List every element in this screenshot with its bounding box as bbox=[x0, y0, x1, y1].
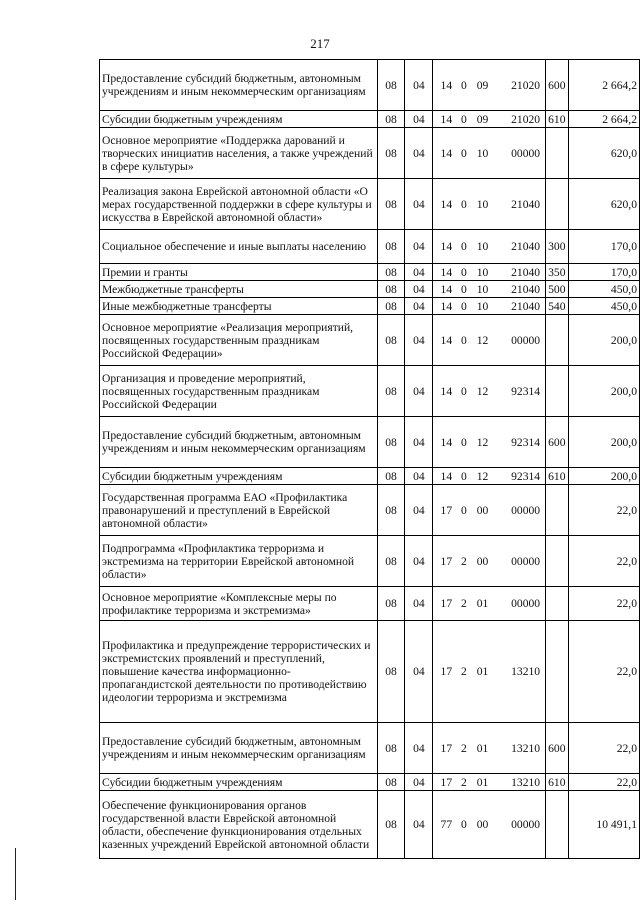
expense-type-code bbox=[546, 621, 568, 723]
amount: 200,0 bbox=[568, 468, 639, 485]
table-row bbox=[100, 536, 640, 587]
program-code: 17 bbox=[440, 554, 453, 568]
section-code: 08 bbox=[377, 128, 405, 179]
subprogram-code: 0 bbox=[461, 333, 467, 347]
amount: 22,0 bbox=[568, 723, 639, 774]
amount: 620,0 bbox=[568, 128, 639, 179]
row-name: Обеспечение функционирования органов государственной власти Еврейской автономной области, обеспечение функционирования отдельных казенных учреждений Еврейской автономной области bbox=[100, 791, 378, 859]
section-code: 08 bbox=[377, 723, 405, 774]
table-row bbox=[100, 468, 640, 485]
row-name: Социальное обеспечение и иные выплаты населению bbox=[100, 230, 378, 264]
amount: 22,0 bbox=[568, 621, 639, 723]
section-code: 08 bbox=[377, 230, 405, 264]
target-article-code bbox=[433, 264, 546, 281]
subsection-code: 04 bbox=[405, 281, 433, 298]
row-name: Субсидии бюджетным учреждениям bbox=[100, 468, 378, 485]
section-code: 08 bbox=[377, 791, 405, 859]
program-code: 14 bbox=[440, 435, 453, 449]
subsection-code: 04 bbox=[405, 774, 433, 791]
program-code: 17 bbox=[440, 597, 453, 610]
subsection-code: 04 bbox=[405, 621, 433, 723]
table-row bbox=[100, 230, 640, 264]
program-code: 14 bbox=[440, 240, 453, 253]
subsection-code: 04 bbox=[405, 111, 433, 128]
amount: 170,0 bbox=[568, 230, 639, 264]
main-activity-code: 12 bbox=[476, 435, 489, 449]
main-activity-code: 00 bbox=[476, 503, 489, 517]
amount: 22,0 bbox=[568, 536, 639, 587]
expense-type-code: 350 bbox=[546, 264, 568, 281]
row-name: Основное мероприятие «Реализация мероприятий, посвященных государственным праздникам Российской Федерации» bbox=[100, 315, 378, 366]
target-article-code bbox=[433, 791, 546, 859]
expense-type-code: 600 bbox=[546, 417, 568, 468]
target-article-code bbox=[433, 587, 546, 621]
section-code: 08 bbox=[377, 111, 405, 128]
subprogram-code: 0 bbox=[461, 240, 467, 253]
row-name: Реализация закона Еврейской автономной области «О мерах государственной поддержки в сфере культуры и искусства в Еврейской автономной области» bbox=[100, 179, 378, 230]
subsection-code: 04 bbox=[405, 791, 433, 859]
row-name: Организация и проведение мероприятий, посвященных государственным праздникам Российской Федерации bbox=[100, 366, 378, 417]
direction-code: 92314 bbox=[511, 469, 541, 483]
amount: 200,0 bbox=[568, 417, 639, 468]
amount: 170,0 bbox=[568, 264, 639, 281]
main-activity-code: 09 bbox=[476, 78, 489, 92]
program-code: 14 bbox=[440, 282, 453, 296]
target-article-code bbox=[433, 468, 546, 485]
target-article-code bbox=[433, 111, 546, 128]
subprogram-code: 0 bbox=[461, 197, 467, 211]
margin-line bbox=[15, 848, 16, 900]
row-name: Предоставление субсидий бюджетным, автономным учреждениям и иным некоммерческим организациям bbox=[100, 417, 378, 468]
main-activity-code: 09 bbox=[476, 112, 489, 126]
direction-code: 21020 bbox=[511, 112, 541, 126]
target-article-code bbox=[433, 60, 546, 111]
row-name: Иные межбюджетные трансферты bbox=[100, 298, 378, 315]
subsection-code: 04 bbox=[405, 179, 433, 230]
table-row bbox=[100, 366, 640, 417]
expense-type-code: 610 bbox=[546, 774, 568, 791]
main-activity-code: 12 bbox=[476, 333, 489, 347]
table-row bbox=[100, 281, 640, 298]
main-activity-code: 10 bbox=[476, 240, 489, 253]
target-article-code bbox=[433, 536, 546, 587]
expense-type-code: 600 bbox=[546, 723, 568, 774]
program-code: 77 bbox=[440, 818, 453, 831]
program-code: 17 bbox=[440, 741, 453, 755]
section-code: 08 bbox=[377, 264, 405, 281]
subsection-code: 04 bbox=[405, 485, 433, 536]
amount: 10 491,1 bbox=[568, 791, 639, 859]
program-code: 17 bbox=[440, 775, 453, 789]
program-code: 14 bbox=[440, 112, 453, 126]
direction-code: 92314 bbox=[511, 435, 541, 449]
subprogram-code: 0 bbox=[461, 78, 467, 92]
target-article-code bbox=[433, 366, 546, 417]
section-code: 08 bbox=[377, 315, 405, 366]
amount: 200,0 bbox=[568, 315, 639, 366]
subsection-code: 04 bbox=[405, 315, 433, 366]
target-article-code bbox=[433, 281, 546, 298]
table-row bbox=[100, 60, 640, 111]
program-code: 14 bbox=[440, 265, 453, 279]
subsection-code: 04 bbox=[405, 468, 433, 485]
amount: 450,0 bbox=[568, 298, 639, 315]
row-name: Профилактика и предупреждение террористических и экстремистских проявлений и преступлений, повышение качества информационно-пропагандистской деятельности по противодействию идеологии терроризма и экстремизма bbox=[100, 621, 378, 723]
amount: 200,0 bbox=[568, 366, 639, 417]
subprogram-code: 0 bbox=[461, 146, 467, 160]
amount: 2 664,2 bbox=[568, 60, 639, 111]
subsection-code: 04 bbox=[405, 417, 433, 468]
target-article-code bbox=[433, 621, 546, 723]
direction-code: 21020 bbox=[511, 78, 541, 92]
program-code: 17 bbox=[440, 665, 453, 678]
row-name: Предоставление субсидий бюджетным, автономным учреждениям и иным некоммерческим организациям bbox=[100, 723, 378, 774]
target-article-code bbox=[433, 179, 546, 230]
subprogram-code: 2 bbox=[461, 597, 467, 610]
main-activity-code: 00 bbox=[476, 818, 489, 831]
row-name: Межбюджетные трансферты bbox=[100, 281, 378, 298]
program-code: 14 bbox=[440, 146, 453, 160]
section-code: 08 bbox=[377, 468, 405, 485]
section-code: 08 bbox=[377, 485, 405, 536]
table-row bbox=[100, 621, 640, 723]
expense-type-code bbox=[546, 179, 568, 230]
table-row bbox=[100, 128, 640, 179]
table-row bbox=[100, 587, 640, 621]
table-row bbox=[100, 264, 640, 281]
table-row bbox=[100, 315, 640, 366]
expense-type-code bbox=[546, 485, 568, 536]
direction-code: 00000 bbox=[511, 146, 541, 160]
direction-code: 00000 bbox=[511, 818, 541, 831]
target-article-code bbox=[433, 128, 546, 179]
expense-type-code: 300 bbox=[546, 230, 568, 264]
main-activity-code: 01 bbox=[476, 597, 489, 610]
subprogram-code: 2 bbox=[461, 554, 467, 568]
amount: 450,0 bbox=[568, 281, 639, 298]
direction-code: 00000 bbox=[511, 597, 541, 610]
subprogram-code: 0 bbox=[461, 282, 467, 296]
direction-code: 13210 bbox=[511, 775, 541, 789]
main-activity-code: 01 bbox=[476, 665, 489, 678]
program-code: 14 bbox=[440, 78, 453, 92]
section-code: 08 bbox=[377, 179, 405, 230]
main-activity-code: 10 bbox=[476, 282, 489, 296]
section-code: 08 bbox=[377, 621, 405, 723]
direction-code: 00000 bbox=[511, 554, 541, 568]
table-row bbox=[100, 485, 640, 536]
expense-type-code: 610 bbox=[546, 111, 568, 128]
direction-code: 21040 bbox=[511, 282, 541, 296]
program-code: 14 bbox=[440, 197, 453, 211]
subprogram-code: 2 bbox=[461, 665, 467, 678]
main-activity-code: 01 bbox=[476, 775, 489, 789]
expense-type-code bbox=[546, 128, 568, 179]
amount: 22,0 bbox=[568, 587, 639, 621]
target-article-code bbox=[433, 417, 546, 468]
main-activity-code: 10 bbox=[476, 146, 489, 160]
target-article-code bbox=[433, 315, 546, 366]
direction-code: 21040 bbox=[511, 299, 541, 313]
direction-code: 21040 bbox=[511, 240, 541, 253]
row-name: Основное мероприятие «Поддержка дарований и творческих инициатив населения, а также учреждений в сфере культуры» bbox=[100, 128, 378, 179]
subsection-code: 04 bbox=[405, 128, 433, 179]
subsection-code: 04 bbox=[405, 230, 433, 264]
expense-type-code: 600 bbox=[546, 60, 568, 111]
subprogram-code: 0 bbox=[461, 469, 467, 483]
subsection-code: 04 bbox=[405, 60, 433, 111]
amount: 2 664,2 bbox=[568, 111, 639, 128]
direction-code: 13210 bbox=[511, 665, 541, 678]
direction-code: 00000 bbox=[511, 503, 541, 517]
row-name: Государственная программа ЕАО «Профилактика правонарушений и преступлений в Еврейской автономной области» bbox=[100, 485, 378, 536]
subsection-code: 04 bbox=[405, 298, 433, 315]
program-code: 14 bbox=[440, 299, 453, 313]
section-code: 08 bbox=[377, 587, 405, 621]
subprogram-code: 2 bbox=[461, 741, 467, 755]
table-row bbox=[100, 179, 640, 230]
subprogram-code: 0 bbox=[461, 265, 467, 279]
subprogram-code: 0 bbox=[461, 112, 467, 126]
table-row bbox=[100, 111, 640, 128]
expense-type-code: 500 bbox=[546, 281, 568, 298]
amount: 22,0 bbox=[568, 774, 639, 791]
expense-type-code bbox=[546, 536, 568, 587]
row-name: Премии и гранты bbox=[100, 264, 378, 281]
main-activity-code: 12 bbox=[476, 384, 489, 398]
expense-type-code bbox=[546, 791, 568, 859]
subsection-code: 04 bbox=[405, 366, 433, 417]
row-name: Субсидии бюджетным учреждениям bbox=[100, 774, 378, 791]
program-code: 14 bbox=[440, 469, 453, 483]
direction-code: 21040 bbox=[511, 265, 541, 279]
direction-code: 00000 bbox=[511, 333, 541, 347]
section-code: 08 bbox=[377, 774, 405, 791]
direction-code: 92314 bbox=[511, 384, 541, 398]
table-row bbox=[100, 417, 640, 468]
section-code: 08 bbox=[377, 417, 405, 468]
row-name: Субсидии бюджетным учреждениям bbox=[100, 111, 378, 128]
program-code: 17 bbox=[440, 503, 453, 517]
subsection-code: 04 bbox=[405, 264, 433, 281]
subprogram-code: 0 bbox=[461, 818, 467, 831]
subprogram-code: 0 bbox=[461, 384, 467, 398]
subprogram-code: 0 bbox=[461, 503, 467, 517]
expense-type-code: 610 bbox=[546, 468, 568, 485]
page-number: 217 bbox=[310, 36, 330, 51]
table-row bbox=[100, 791, 640, 859]
main-activity-code: 00 bbox=[476, 554, 489, 568]
main-activity-code: 12 bbox=[476, 469, 489, 483]
program-code: 14 bbox=[440, 333, 453, 347]
expense-type-code bbox=[546, 315, 568, 366]
target-article-code bbox=[433, 230, 546, 264]
target-article-code bbox=[433, 298, 546, 315]
row-name: Основное мероприятие «Комплексные меры по профилактике терроризма и экстремизма» bbox=[100, 587, 378, 621]
expense-type-code bbox=[546, 366, 568, 417]
row-name: Подпрограмма «Профилактика терроризма и экстремизма на территории Еврейской автономной области» bbox=[100, 536, 378, 587]
row-name: Предоставление субсидий бюджетным, автономным учреждениям и иным некоммерческим организациям bbox=[100, 60, 378, 111]
expense-type-code: 540 bbox=[546, 298, 568, 315]
budget-table bbox=[99, 59, 640, 859]
target-article-code bbox=[433, 723, 546, 774]
subsection-code: 04 bbox=[405, 536, 433, 587]
direction-code: 13210 bbox=[511, 741, 541, 755]
main-activity-code: 10 bbox=[476, 265, 489, 279]
main-activity-code: 01 bbox=[476, 741, 489, 755]
main-activity-code: 10 bbox=[476, 197, 489, 211]
table-row bbox=[100, 298, 640, 315]
target-article-code bbox=[433, 774, 546, 791]
target-article-code bbox=[433, 485, 546, 536]
section-code: 08 bbox=[377, 60, 405, 111]
subsection-code: 04 bbox=[405, 723, 433, 774]
subprogram-code: 0 bbox=[461, 435, 467, 449]
subprogram-code: 2 bbox=[461, 775, 467, 789]
expense-type-code bbox=[546, 587, 568, 621]
program-code: 14 bbox=[440, 384, 453, 398]
section-code: 08 bbox=[377, 298, 405, 315]
subsection-code: 04 bbox=[405, 587, 433, 621]
table-row bbox=[100, 774, 640, 791]
section-code: 08 bbox=[377, 366, 405, 417]
amount: 22,0 bbox=[568, 485, 639, 536]
section-code: 08 bbox=[377, 536, 405, 587]
table-row bbox=[100, 723, 640, 774]
main-activity-code: 10 bbox=[476, 299, 489, 313]
section-code: 08 bbox=[377, 281, 405, 298]
subprogram-code: 0 bbox=[461, 299, 467, 313]
direction-code: 21040 bbox=[511, 197, 541, 211]
amount: 620,0 bbox=[568, 179, 639, 230]
